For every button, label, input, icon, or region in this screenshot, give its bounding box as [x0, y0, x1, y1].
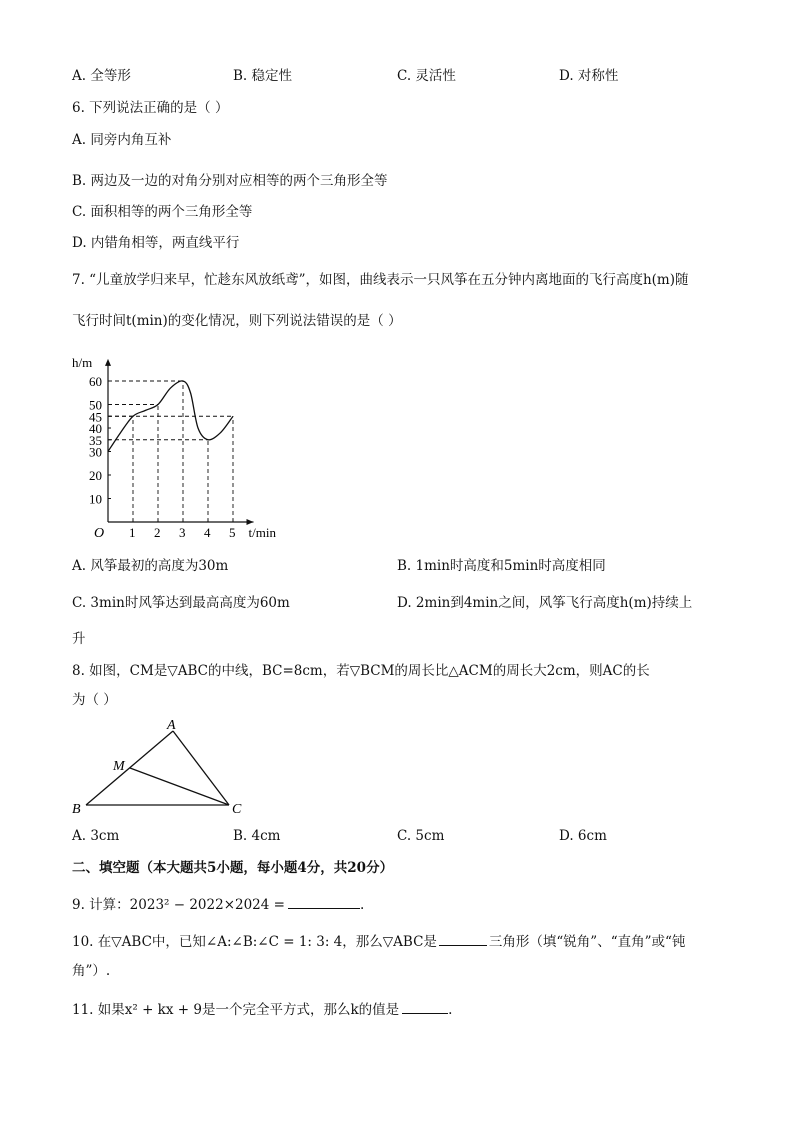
q7-option-d-continued: 升: [72, 631, 86, 647]
q8-triangle-figure: [66, 714, 256, 818]
origin-label: O: [94, 526, 105, 541]
midpoint-m-label: M: [113, 759, 125, 774]
section-2-title: 二、填空题（本大题共5小题，每小题4分，共20分）: [72, 860, 394, 876]
q8-stem-line1: 8. 如图，CM是▽ABC的中线，BC=8cm，若▽BCM的周长比△ACM的周长大2cm，则AC的长: [72, 663, 650, 679]
x-tick-label-3: 3: [179, 525, 186, 540]
segment-cm: [130, 768, 229, 805]
y-tick-label-45: 45: [89, 409, 102, 425]
segment-ba: [86, 731, 173, 805]
x-tick-label-5: 5: [229, 525, 236, 540]
q9-answer-blank[interactable]: [288, 894, 360, 909]
q7-option-a: A. 风筝最初的高度为30m: [72, 558, 229, 574]
x-tick-label-2: 2: [154, 525, 161, 540]
y-tick-label-30: 30: [89, 444, 102, 460]
q9-line: [72, 894, 364, 914]
q9-text: 9. 计算：2023² − 2022×2024 =: [72, 897, 285, 913]
q6-option-c: C. 面积相等的两个三角形全等: [72, 204, 253, 220]
q10-text-before: 10. 在▽ABC中，已知∠A:∠B:∠C = 1: 3: 4，那么▽ABC是: [72, 934, 437, 950]
q6-option-b: B. 两边及一边的对角分别对应相等的两个三角形全等: [72, 173, 388, 189]
vertex-b-label: B: [72, 802, 81, 817]
q10-answer-blank[interactable]: [439, 931, 487, 946]
q5-option-d: D. 对称性: [559, 68, 619, 84]
y-tick-label-50: 50: [89, 397, 102, 413]
q7-stem-line2: 飞行时间t(min)的变化情况，则下列说法错误的是（ ）: [72, 313, 402, 329]
y-tick-label-10: 10: [89, 491, 102, 507]
vertex-c-label: C: [232, 802, 242, 817]
y-tick-label-60: 60: [89, 374, 102, 389]
q7-option-d: D. 2min到4min之间，风筝飞行高度h(m)持续上: [397, 595, 693, 611]
q5-option-c: C. 灵活性: [397, 68, 456, 84]
q8-option-b: B. 4cm: [233, 828, 281, 844]
q10-line2: 角”）.: [72, 963, 111, 979]
x-axis-label: t/min: [248, 525, 276, 540]
y-axis-label: h/m: [72, 354, 93, 370]
q8-option-c: C. 5cm: [397, 828, 445, 844]
q7-option-c: C. 3min时风筝达到最高高度为60m: [72, 595, 290, 611]
q7-option-b: B. 1min时高度和5min时高度相同: [397, 558, 606, 574]
y-tick-label-40: 40: [89, 421, 102, 436]
q11-answer-blank[interactable]: [402, 999, 448, 1014]
q7-height-time-chart: [62, 342, 292, 547]
q5-option-b: B. 稳定性: [233, 68, 293, 84]
y-tick-label-35: 35: [89, 432, 102, 448]
q7-stem-line1: 7. “儿童放学归来早，忙趁东风放纸鸢”，如图，曲线表示一只风筝在五分钟内离地面的飞行高度h(m)随: [72, 272, 689, 288]
q8-option-d: D. 6cm: [559, 828, 607, 844]
y-tick-label-20: 20: [89, 468, 102, 483]
q10-line1: [72, 931, 685, 951]
q5-option-a: A. 全等形: [72, 68, 131, 84]
q11-text: 11. 如果x² + kx + 9是一个完全平方式，那么k的值是: [72, 1002, 400, 1018]
q6-option-a: A. 同旁内角互补: [72, 132, 172, 148]
q9-end: .: [359, 897, 365, 913]
vertex-a-label: A: [167, 718, 176, 733]
q8-option-a: A. 3cm: [72, 828, 120, 844]
q8-stem-line2: 为（ ）: [72, 692, 117, 708]
y-axis-arrow: [105, 359, 111, 366]
q6-stem: 6. 下列说法正确的是（ ）: [72, 100, 229, 116]
x-tick-label-4: 4: [204, 525, 211, 540]
q11-line: [72, 999, 452, 1019]
q6-option-d: D. 内错角相等，两直线平行: [72, 235, 240, 251]
q10-text-after: 三角形（填“锐角”、“直角”或“钝: [488, 934, 686, 950]
q11-end: .: [448, 1002, 453, 1018]
x-tick-label-1: 1: [129, 525, 136, 540]
